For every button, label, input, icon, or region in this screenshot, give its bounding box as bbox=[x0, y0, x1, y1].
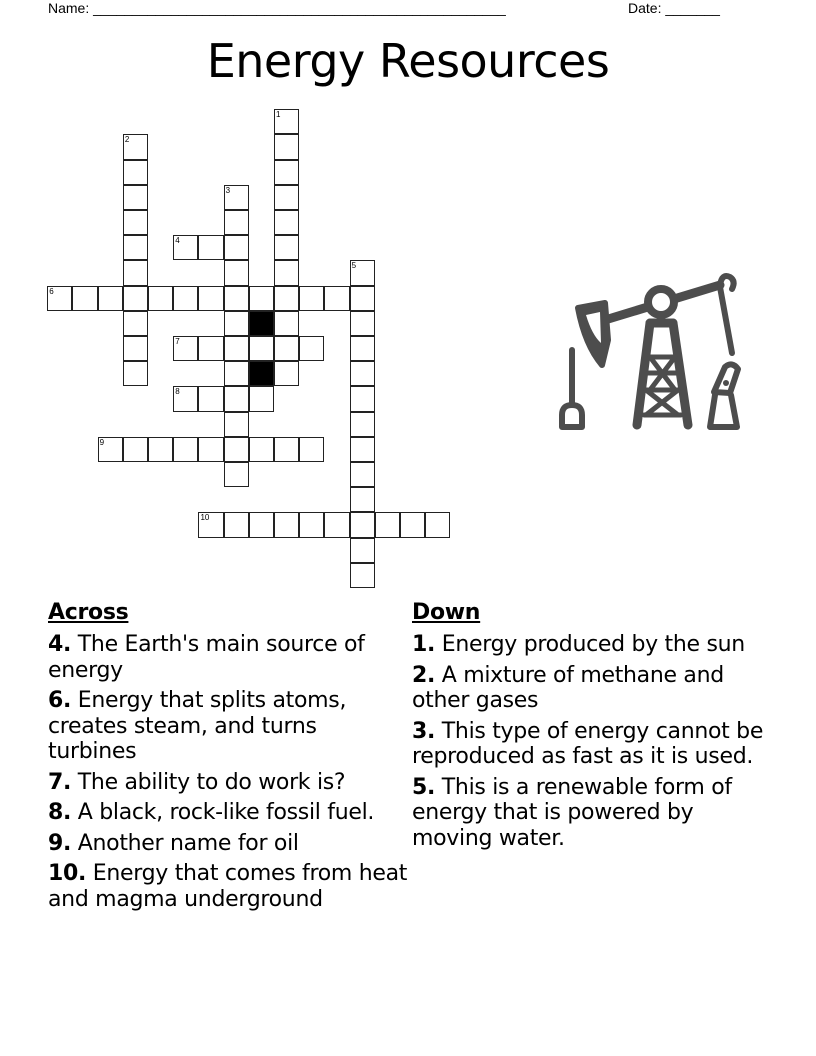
grid-cell[interactable] bbox=[350, 311, 375, 336]
down-clue bbox=[412, 775, 772, 852]
across-clues bbox=[48, 600, 408, 917]
date-field-label[interactable]: Date: _______ bbox=[628, 0, 720, 16]
grid-cell[interactable] bbox=[47, 286, 72, 311]
grid-cell[interactable] bbox=[224, 386, 249, 411]
grid-cell[interactable] bbox=[274, 210, 299, 235]
grid-cell[interactable] bbox=[350, 286, 375, 311]
clue-text: Another name for oil bbox=[77, 830, 299, 856]
grid-cell[interactable] bbox=[224, 512, 249, 537]
grid-cell[interactable] bbox=[173, 336, 198, 361]
clue-text: Energy produced by the sun bbox=[441, 632, 745, 657]
clue-number: 9. bbox=[48, 830, 72, 856]
grid-cell[interactable] bbox=[299, 512, 324, 537]
clue-number: 4. bbox=[48, 632, 72, 657]
clue-number: 10 bbox=[200, 513, 210, 523]
grid-cell[interactable] bbox=[274, 361, 299, 386]
clue-text: A mixture of methane and other gases bbox=[412, 662, 724, 713]
grid-cell[interactable] bbox=[249, 386, 274, 411]
grid-cell[interactable] bbox=[148, 437, 173, 462]
grid-cell[interactable] bbox=[198, 386, 223, 411]
grid-cell[interactable] bbox=[274, 311, 299, 336]
oil-pump-jack-icon bbox=[550, 265, 755, 435]
clue-number: 7. bbox=[48, 769, 72, 795]
clue-number: 2 bbox=[124, 135, 130, 145]
clue-number: 10. bbox=[48, 861, 87, 886]
grid-cell[interactable] bbox=[274, 109, 299, 134]
clue-number: 6. bbox=[48, 688, 72, 713]
grid-cell[interactable] bbox=[350, 437, 375, 462]
grid-cell[interactable] bbox=[299, 437, 324, 462]
grid-cell[interactable] bbox=[224, 336, 249, 361]
grid-cell[interactable] bbox=[350, 386, 375, 411]
clue-text: This type of energy cannot be reproduced as fast as it is used. bbox=[412, 718, 764, 769]
clue-text: The Earth's main source of energy bbox=[48, 632, 365, 683]
across-clue bbox=[48, 861, 408, 912]
across-clue bbox=[48, 688, 408, 765]
grid-cell[interactable] bbox=[350, 412, 375, 437]
grid-cell[interactable] bbox=[274, 134, 299, 159]
grid-cell[interactable] bbox=[324, 286, 349, 311]
grid-cell[interactable] bbox=[249, 512, 274, 537]
grid-cell[interactable] bbox=[98, 286, 123, 311]
grid-cell[interactable] bbox=[350, 462, 375, 487]
grid-cell[interactable] bbox=[274, 160, 299, 185]
grid-cell[interactable] bbox=[123, 286, 148, 311]
clue-number: 5 bbox=[351, 261, 357, 271]
grid-cell[interactable] bbox=[274, 260, 299, 285]
down-heading: Down bbox=[412, 600, 481, 625]
clue-number: 3. bbox=[412, 718, 436, 744]
grid-cell[interactable] bbox=[350, 336, 375, 361]
grid-cell[interactable] bbox=[148, 286, 173, 311]
grid-cell[interactable] bbox=[425, 512, 450, 537]
grid-cell[interactable] bbox=[224, 260, 249, 285]
grid-cell[interactable] bbox=[123, 160, 148, 185]
grid-cell[interactable] bbox=[350, 512, 375, 537]
clue-number: 6 bbox=[49, 286, 54, 296]
grid-cell[interactable] bbox=[98, 437, 123, 462]
clue-number: 1 bbox=[276, 110, 281, 120]
grid-cell[interactable] bbox=[72, 286, 97, 311]
clue-text: This is a renewable form of energy that is powered by moving water. bbox=[412, 774, 732, 851]
name-field-label[interactable]: Name: _____________________________________________________ bbox=[48, 0, 506, 16]
across-clue bbox=[48, 632, 408, 683]
clue-number: 8. bbox=[48, 800, 72, 825]
grid-cell[interactable] bbox=[350, 538, 375, 563]
clue-text: Energy that comes from heat and magma underground bbox=[48, 861, 408, 912]
grid-cell[interactable] bbox=[123, 361, 148, 386]
grid-cell[interactable] bbox=[224, 412, 249, 437]
grid-cell[interactable] bbox=[173, 386, 198, 411]
grid-cell[interactable] bbox=[299, 286, 324, 311]
grid-cell[interactable] bbox=[274, 286, 299, 311]
grid-cell[interactable] bbox=[249, 286, 274, 311]
grid-cell[interactable] bbox=[274, 185, 299, 210]
clue-number: 8 bbox=[175, 387, 180, 397]
grid-cell[interactable] bbox=[224, 235, 249, 260]
clue-number: 7 bbox=[175, 337, 180, 347]
across-clue bbox=[48, 800, 408, 826]
clue-number: 2. bbox=[412, 662, 436, 688]
grid-cell[interactable] bbox=[198, 235, 223, 260]
grid-cell[interactable] bbox=[274, 336, 299, 361]
grid-cell[interactable] bbox=[400, 512, 425, 537]
black-cell bbox=[249, 311, 274, 336]
grid-cell[interactable] bbox=[198, 286, 223, 311]
clue-text: Energy that splits atoms, creates steam, and turns turbines bbox=[48, 688, 347, 764]
grid-cell[interactable] bbox=[274, 512, 299, 537]
grid-cell[interactable] bbox=[123, 185, 148, 210]
down-clue bbox=[412, 632, 772, 658]
clue-number: 5. bbox=[412, 774, 436, 800]
grid-cell[interactable] bbox=[249, 437, 274, 462]
grid-cell[interactable] bbox=[350, 260, 375, 285]
grid-cell[interactable] bbox=[249, 336, 274, 361]
clue-text: A black, rock-like fossil fuel. bbox=[77, 800, 375, 825]
grid-cell[interactable] bbox=[224, 437, 249, 462]
across-clue bbox=[48, 770, 408, 796]
down-clues bbox=[412, 600, 772, 856]
grid-cell[interactable] bbox=[173, 286, 198, 311]
grid-cell[interactable] bbox=[224, 311, 249, 336]
grid-cell[interactable] bbox=[198, 512, 223, 537]
across-heading: Across bbox=[48, 600, 129, 625]
grid-cell[interactable] bbox=[350, 563, 375, 588]
grid-cell[interactable] bbox=[198, 437, 223, 462]
grid-cell[interactable] bbox=[350, 361, 375, 386]
grid-cell[interactable] bbox=[224, 462, 249, 487]
grid-cell[interactable] bbox=[123, 210, 148, 235]
grid-cell[interactable] bbox=[173, 235, 198, 260]
black-cell bbox=[249, 361, 274, 386]
grid-cell[interactable] bbox=[224, 185, 249, 210]
grid-cell[interactable] bbox=[274, 235, 299, 260]
grid-cell[interactable] bbox=[123, 260, 148, 285]
grid-cell[interactable] bbox=[324, 512, 349, 537]
grid-cell[interactable] bbox=[274, 437, 299, 462]
grid-cell[interactable] bbox=[123, 235, 148, 260]
worksheet-header bbox=[48, 0, 748, 18]
clue-number: 3 bbox=[225, 185, 231, 195]
grid-cell[interactable] bbox=[224, 286, 249, 311]
grid-cell[interactable] bbox=[198, 336, 223, 361]
clue-number: 1. bbox=[412, 632, 436, 657]
clue-number: 9 bbox=[99, 437, 105, 447]
grid-cell[interactable] bbox=[123, 437, 148, 462]
grid-cell[interactable] bbox=[350, 487, 375, 512]
grid-cell[interactable] bbox=[375, 512, 400, 537]
grid-cell[interactable] bbox=[299, 336, 324, 361]
across-clue bbox=[48, 831, 408, 857]
down-clue bbox=[412, 663, 772, 714]
grid-cell[interactable] bbox=[123, 134, 148, 159]
grid-cell[interactable] bbox=[224, 361, 249, 386]
down-clue bbox=[412, 719, 772, 770]
puzzle-title: Energy Resources bbox=[206, 34, 610, 88]
grid-cell[interactable] bbox=[224, 210, 249, 235]
grid-cell[interactable] bbox=[173, 437, 198, 462]
grid-cell[interactable] bbox=[123, 336, 148, 361]
grid-cell[interactable] bbox=[123, 311, 148, 336]
clue-text: The ability to do work is? bbox=[77, 769, 346, 795]
clue-number: 4 bbox=[175, 236, 180, 246]
